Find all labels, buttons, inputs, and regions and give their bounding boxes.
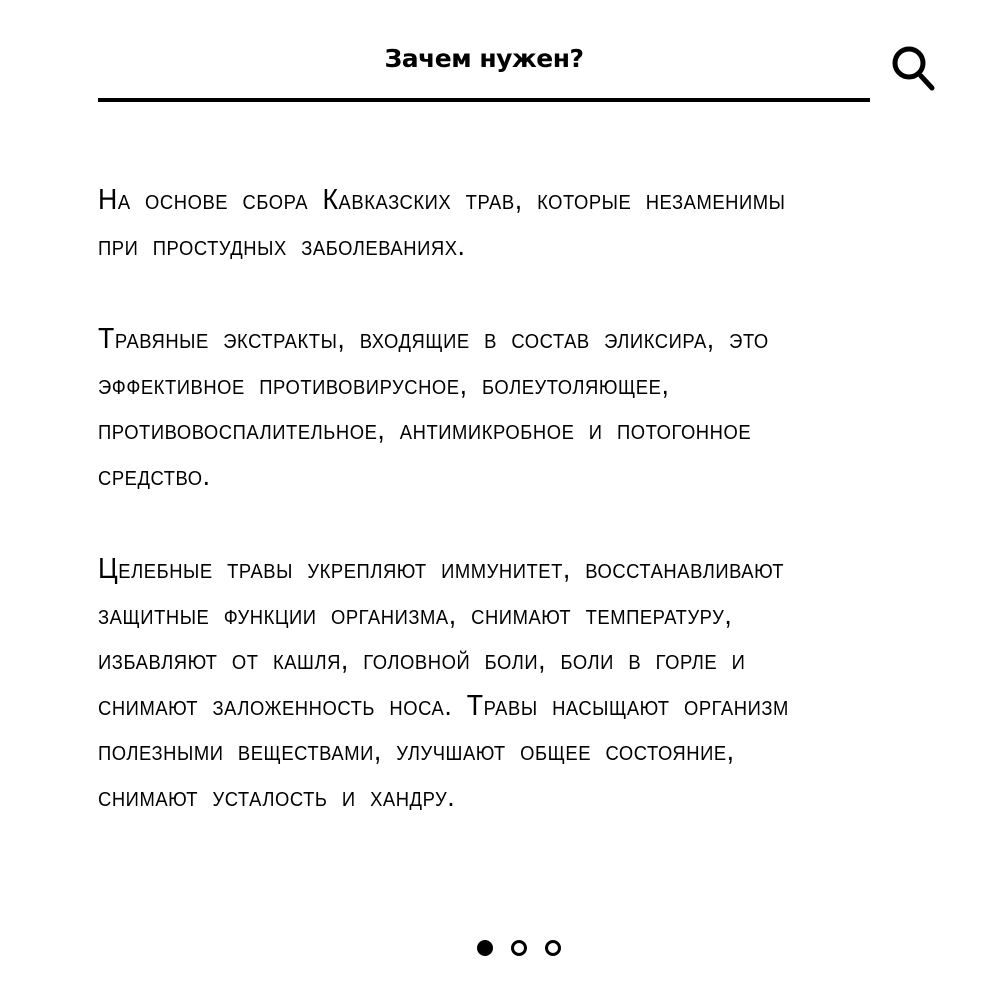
page-dot-1[interactable]: [477, 940, 493, 956]
search-icon[interactable]: [888, 42, 944, 98]
article-body: [98, 178, 834, 868]
page-dot-2[interactable]: [511, 940, 527, 956]
title-divider: [98, 98, 870, 102]
pagination-dots: [477, 940, 561, 956]
paragraph-1: На основе сбора Кавказских трав, которые незаменимы при простудных заболеваниях.: [98, 184, 786, 262]
header: [0, 0, 1000, 110]
page-dot-3[interactable]: [545, 940, 561, 956]
paragraph-2: Травяные экстракты, входящие в состав эликсира, это эффективное противовирусное, болеутоляющее, противовоспалительное, антимикробное и потогонное средство.: [98, 323, 769, 492]
page-title: Зачем нужен?: [384, 44, 584, 73]
paragraph-3: Целебные травы укрепляют иммунитет, восстанавливают защитные функции организма, снимают температуру, избавляют от кашля, головной боли, боли в горле и снимают заложенность носа. Травы насыщают организм полезными веществами, улучшают общее состояние, снимают усталость и хандру.: [98, 553, 789, 813]
